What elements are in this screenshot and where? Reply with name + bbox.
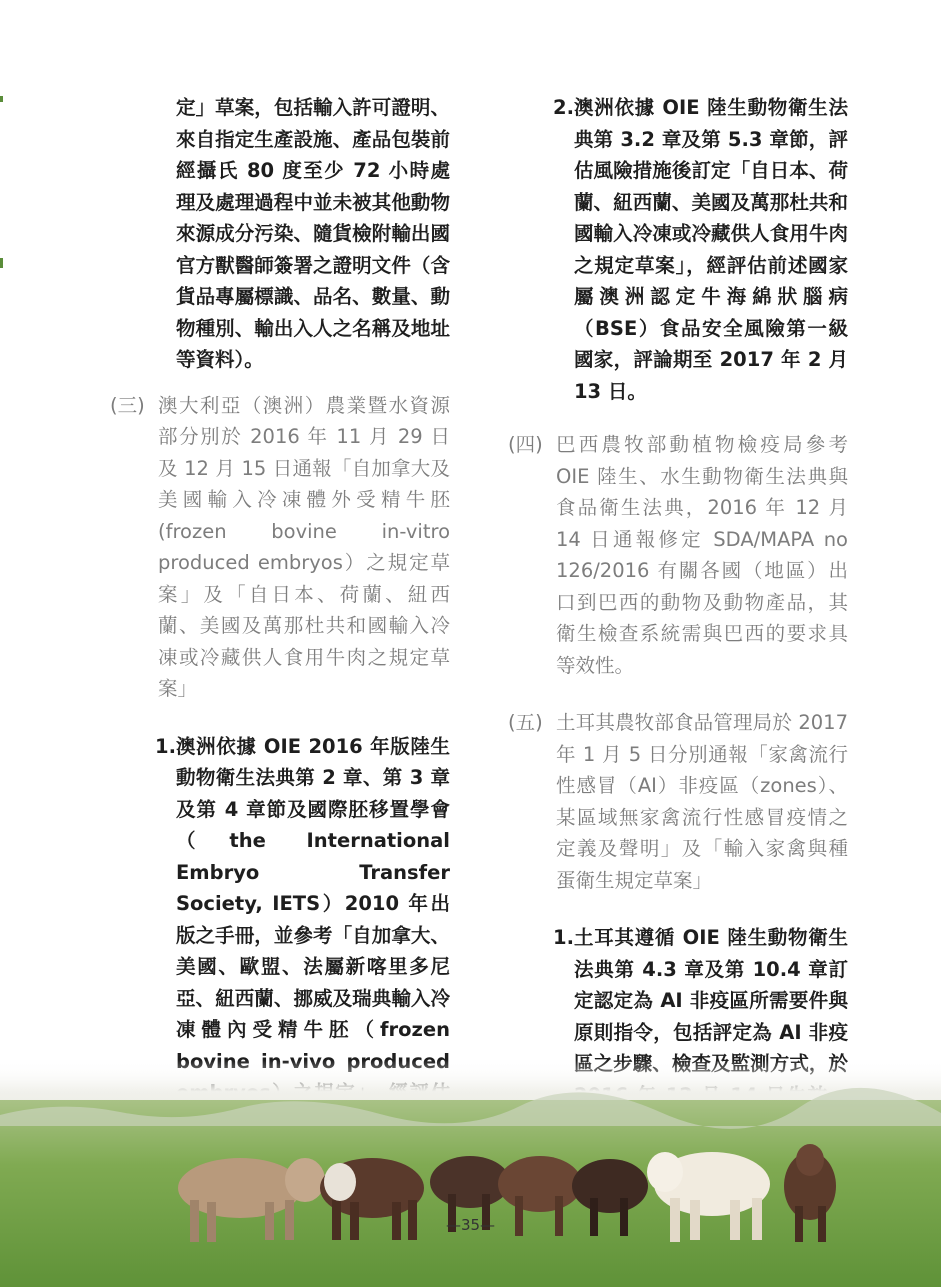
item-text: 澳洲依據 OIE 陸生動物衛生法典第 3.2 章及第 5.3 章節，評估風險措施後訂定「自日本、荷蘭、紐西蘭、美國及萬那杜共和國輸入冷凍或冷藏供人食用牛肉之規定草案」，經評估前述國家屬澳洲認定牛海綿狀腦病（BSE）食品安全風險第一級國家，評論期至 2017 年 2 月 13 日。 xyxy=(573,96,848,403)
item-number: 1. xyxy=(155,734,176,758)
section-label: (三) xyxy=(110,393,145,417)
item-text: 澳洲依據 OIE 2016 年版陸生動物衛生法典第 2 章、第 3 章及第 4 章節及國際胚移置學會（the International Embryo Transfer Society, IETS）2010 年出版之手冊，並參考「自加拿大、美國、歐盟、法屬新喀里多尼亞、紐西蘭、挪威及瑞典輸入冷凍體內受精牛胚（frozen xyxy=(175,734,450,1041)
edge-mark xyxy=(0,96,3,102)
continued-paragraph: 定」草案，包括輸入許可證明、來自指定生產設施、產品包裝前經攝氏 80 度至少 72 小時處理及處理過程中並未被其他動物來源成分污染、隨貨檢附輸出國官方獸醫師簽署之證明文件（含貨品專屬標識、品名、數量、動物種別、輸出入人之名稱及地址等資料）。 xyxy=(176,96,450,371)
cattle-pasture-illustration xyxy=(0,1060,941,1287)
item-text: 土耳其遵循 OIE 陸生動物衛生法典第 4.3 章及第 10.4 章訂定認定為 AI 非疫區所需要件與原則指令，包括評定為 AI 非疫 xyxy=(573,926,848,1044)
section-five xyxy=(508,707,848,896)
item-number: 2. xyxy=(553,96,574,119)
section-label: (五) xyxy=(508,711,543,734)
section-four xyxy=(508,429,848,681)
item-number: 1. xyxy=(553,926,574,949)
list-item-2 xyxy=(508,92,848,407)
right-column xyxy=(508,92,848,1206)
section-text: 土耳其農牧部食品管理局於 2017 年 1 月 5 日分別通報「家禽流行性感冒（AI）非疫區（zones）、某區域無家禽流行性感冒疫情之定義及聲明」及「輸入家禽與種蛋衛生規定草案」 xyxy=(556,711,848,892)
edge-mark xyxy=(0,258,3,268)
section-text: 澳大利亞（澳洲）農業暨水資源部分別於 2016 年 11 月 29 日及 12 月 15 日通報「自加拿大及美國輸入冷凍體外受精牛胚(frozen bovine in-vitro produced embryos）之規定草案」及「自日本、荷蘭、紐西蘭、美國及萬那杜共和國輸入冷凍或冷藏供人食用牛肉之規定草案」 xyxy=(158,393,450,700)
section-text: 巴西農牧部動植物檢疫局參考 OIE 陸生、水生動物衛生法典與食品衛生法典，2016 年 12 月 14 日通報修定 SDA/MAPA no 126/2016 有關各國（地區）出口到巴西的動物及動物產品，其衛生檢查系統需與巴西的要求具等效性。 xyxy=(556,433,848,677)
page-number: —35— xyxy=(445,1216,496,1234)
section-label: (四) xyxy=(508,433,543,456)
section-three xyxy=(110,390,450,705)
